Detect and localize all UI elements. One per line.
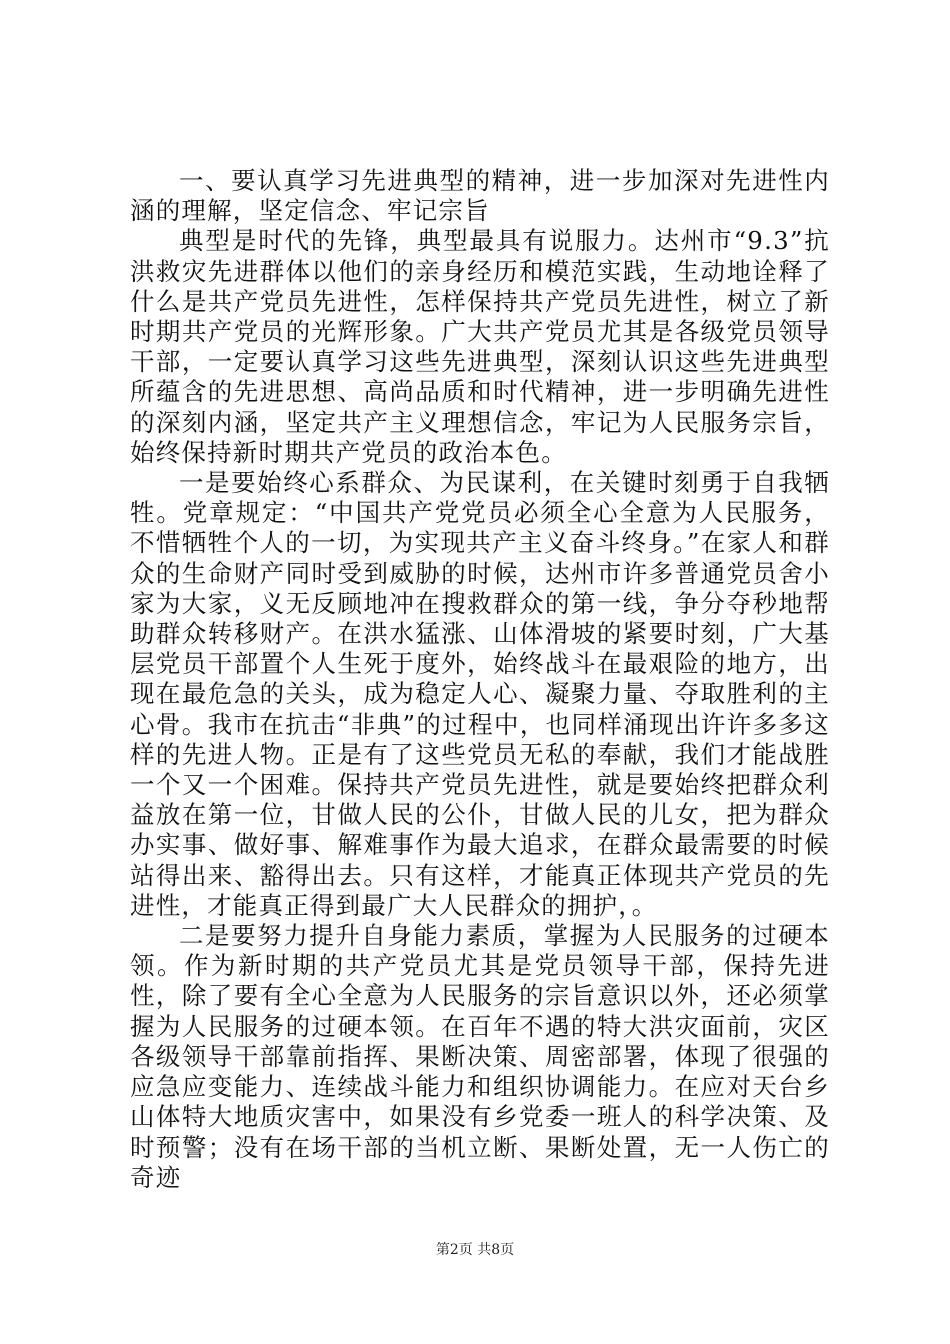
document-body xyxy=(130,166,830,1193)
body-paragraph: 一是要始终心系群众、为民谋利，在关键时刻勇于自我牺牲。党章规定：“中国共产党党员必须全心全意为人民服务，不惜牺牲个人的一切，为实现共产主义奋斗终身。”在家人和群众的生命财产同时受到威胁的时候，达州市许多普通党员舍小家为大家，义无反顾地冲在搜救群众的第一线，争分夺秒地帮助群众转移财产。在洪水猛涨、山体滑坡的紧要时刻，广大基层党员干部置个人生死于度外，始终战斗在最艰险的地方，出现在最危急的关头，成为稳定人心、凝聚力量、夺取胜利的主心骨。我市在抗击“非典”的过程中，也同样涌现出许许多多这样的先进人物。正是有了这些党员无私的奉献，我们才能战胜一个又一个困难。保持共产党员先进性，就是要始终把群众利益放在第一位，甘做人民的公仆，甘做人民的儿女，把为群众办实事、做好事、解难事作为最大追求，在群众最需要的时候站得出来、豁得出去。只有这样，才能真正体现共产党员的先进性，才能真正得到最广大人民群众的拥护，。 xyxy=(130,468,830,920)
body-paragraph: 典型是时代的先锋，典型最具有说服力。达州市“9.3”抗洪救灾先进群体以他们的亲身经历和模范实践，生动地诠释了什么是共产党员先进性，怎样保持共产党员先进性，树立了新时期共产党员的光辉形象。广大共产党员尤其是各级党员领导干部，一定要认真学习这些先进典型，深刻认识这些先进典型所蕴含的先进思想、高尚品质和时代精神，进一步明确先进性的深刻内涵，坚定共产主义理想信念，牢记为人民服务宗旨，始终保持新时期共产党员的政治本色。 xyxy=(130,226,830,467)
body-paragraph: 二是要努力提升自身能力素质，掌握为人民服务的过硬本领。作为新时期的共产党员尤其是党员领导干部，保持先进性，除了要有全心全意为人民服务的宗旨意识以外，还必须掌握为人民服务的过硬本领。在百年不遇的特大洪灾面前，灾区各级领导干部靠前指挥、果断决策、周密部署，体现了很强的应急应变能力、连续战斗能力和组织协调能力。在应对天台乡山体特大地质灾害中，如果没有乡党委一班人的科学决策、及时预警；没有在场干部的当机立断、果断处置，无一人伤亡的奇迹 xyxy=(130,921,830,1192)
page-number-footer: 第2页 共8页 xyxy=(435,1242,515,1258)
heading-paragraph: 一、要认真学习先进典型的精神，进一步加深对先进性内涵的理解，坚定信念、牢记宗旨 xyxy=(130,166,830,226)
